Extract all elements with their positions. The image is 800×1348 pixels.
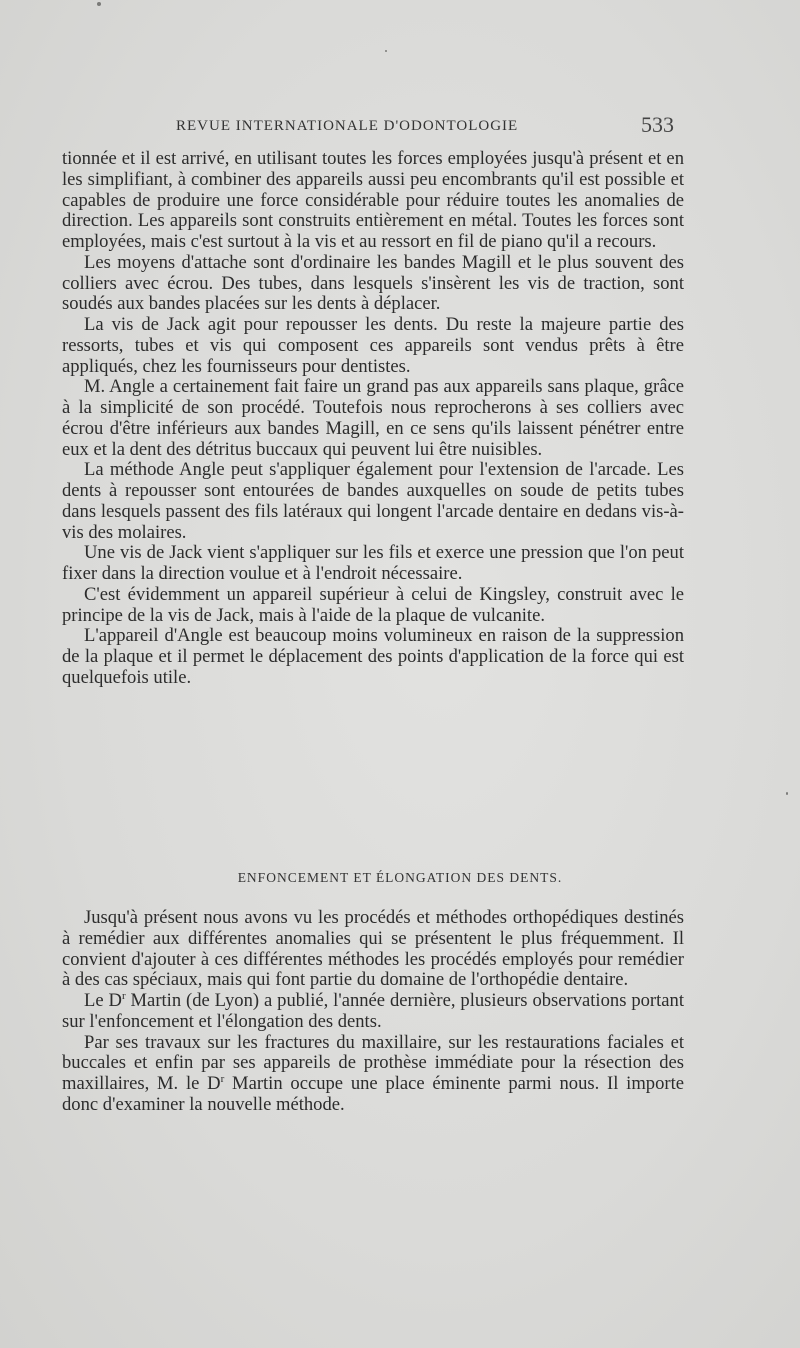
paper-speck [786, 792, 788, 795]
paper-speck [97, 2, 101, 6]
paragraph: Jusqu'à présent nous avons vu les procédés et méthodes orthopédiques destinés à remédier aux différentes anomalies qui se présentent le plus fréquemment. Il convient d'ajouter à ces différentes méthodes les procédés employés pour remédier à des cas spéciaux, mais qui font partie du domaine de l'orthopédie dentaire. [62, 907, 684, 991]
paragraph: L'appareil d'Angle est beaucoup moins volumineux en raison de la suppression de la plaque et il permet le déplacement des points d'application de la force qui est quelquefois utile. [62, 625, 684, 688]
paragraph: C'est évidemment un appareil supérieur à celui de Kingsley, construit avec le principe de la vis de Jack, mais à l'aide de la plaque de vulcanite. [62, 583, 684, 626]
superscript: r [220, 1072, 225, 1085]
paragraph: Une vis de Jack vient s'appliquer sur les fils et exerce une pression que l'on peut fixer dans la direction voulue et à l'endroit nécessaire. [62, 542, 684, 584]
page-number: 533 [641, 112, 674, 137]
section-heading: ENFONCEMENT ET ÉLONGATION DES DENTS. [237, 870, 563, 885]
section-text [62, 908, 684, 1116]
text-run: Le D [84, 990, 122, 1011]
paragraph [62, 991, 684, 1033]
paper-speck [385, 50, 387, 52]
paragraph: tionnée et il est arrivé, en utilisant toutes les forces employées jusqu'à présent et en les simplifiant, à combiner des appareils aussi peu encombrants qu'il est possible et capables de produire une force considérable pour réduire toutes les anomalies de direction. Les appareils sont construits entièrement en métal. Toutes les forces sont employées, mais c'est surtout à la vis et au ressort en fil de piano qu'il a recours. [62, 148, 684, 252]
body-text [62, 149, 684, 689]
page-header [0, 112, 800, 140]
paragraph: La vis de Jack agit pour repousser les dents. Du reste la majeure partie des ressorts, tubes et vis qui composent ces appareils sont vendus prêts à être appliqués, chez les fournisseurs pour dentistes. [62, 314, 684, 377]
running-title: REVUE INTERNATIONALE D'ODONTOLOGIE [176, 118, 519, 134]
paragraph: Les moyens d'attache sont d'ordinaire les bandes Magill et le plus souvent des colliers avec écrou. Des tubes, dans lesquels s'insèrent les vis de traction, sont soudés aux bandes placées sur les dents à déplacer. [62, 251, 684, 315]
paragraph: La méthode Angle peut s'appliquer également pour l'extension de l'arcade. Les dents à repousser sont entourées de bandes auxquelles on soude de petits tubes dans lesquels passent des fils latéraux qui longent l'arcade dentaire en dedans vis-à-vis des molaires. [62, 459, 684, 543]
text-run: Martin (de Lyon) a publié, l'année dernière, plusieurs observations portant sur l'enfoncement et l'élongation des dents. [62, 990, 685, 1032]
text-run: Martin occupe une place éminente parmi nous. Il importe donc d'examiner la nouvelle méthode. [62, 1073, 684, 1115]
paragraph [62, 1033, 684, 1116]
superscript: r [121, 989, 126, 1002]
paragraph: M. Angle a certainement fait faire un grand pas aux appareils sans plaque, grâce à la simplicité de son procédé. Toutefois nous reprocherons à ses colliers avec écrou d'être inférieurs aux bandes Magill, en ce sens qu'ils laissent pénétrer entre eux et la dent des détritus buccaux qui peuvent lui être nuisibles. [62, 376, 684, 460]
text-run: Par ses travaux sur les fractures du maxillaire, sur les restaurations faciales et buccales et enfin par ses appareils de prothèse immédiate pour la résection des maxillaires, M. le D [62, 1031, 684, 1094]
